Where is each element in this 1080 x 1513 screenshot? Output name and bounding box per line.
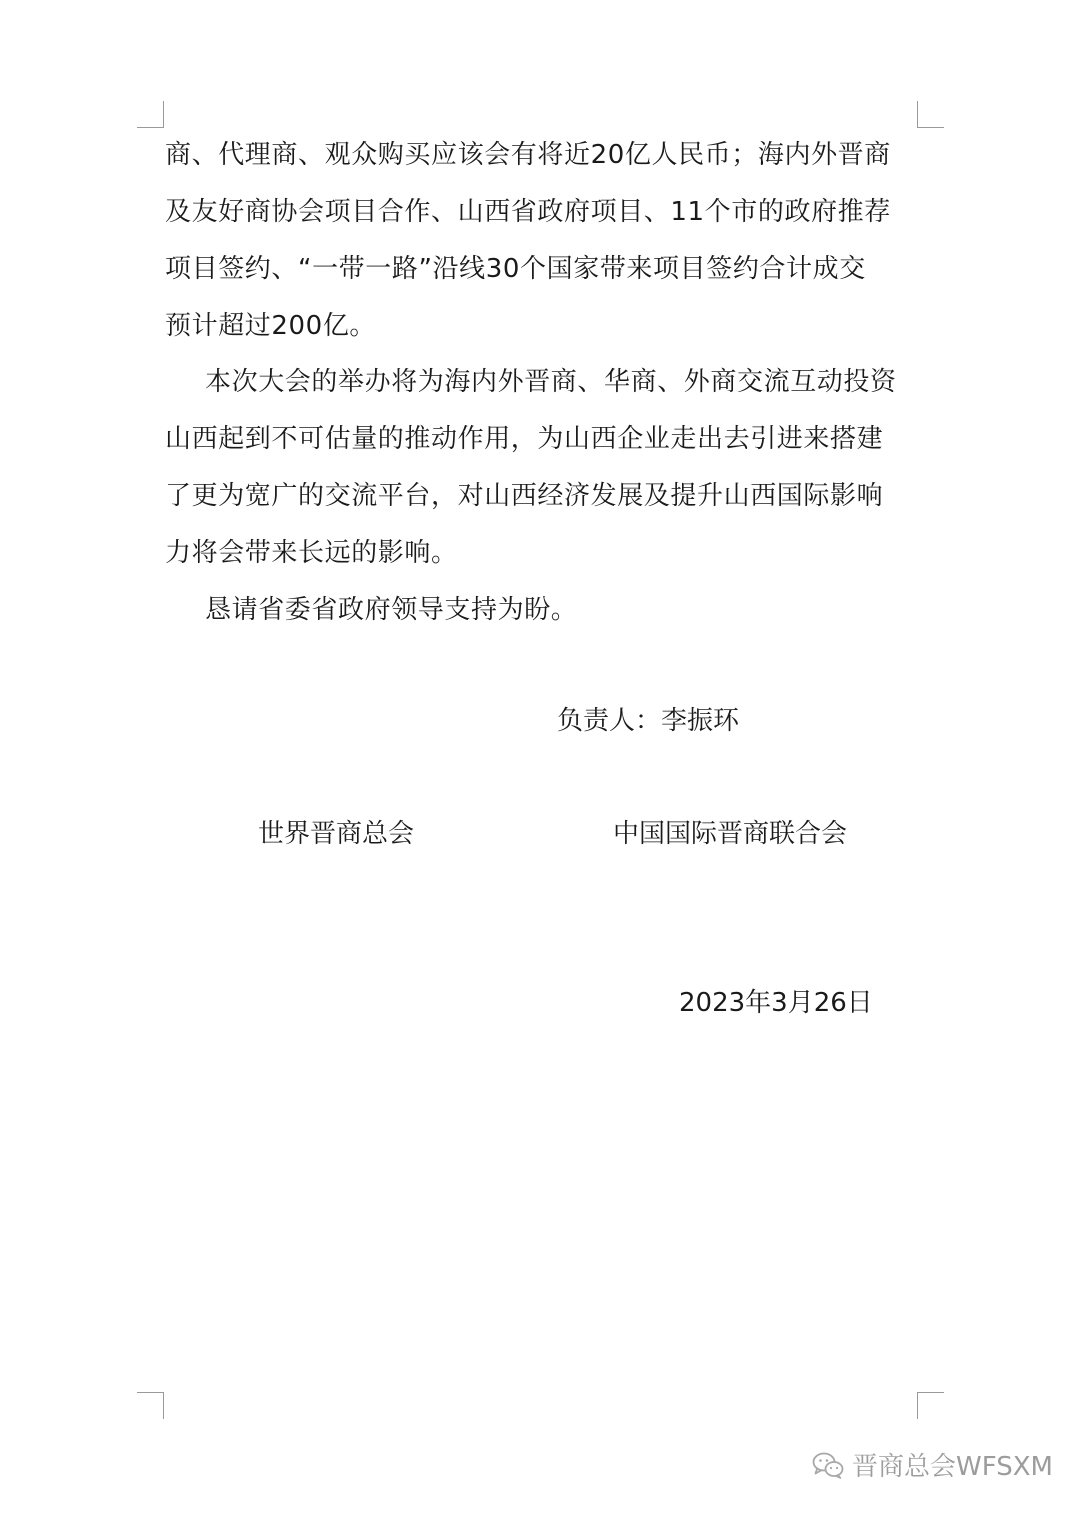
paragraph-line: 项目签约、“一带一路”沿线30个国家带来项目签约合计成交: [165, 254, 866, 284]
paragraph-line: 山西起到不可估量的推动作用，为山西企业走出去引进来搭建: [165, 424, 884, 454]
organization-name: 世界晋商总会: [258, 819, 415, 849]
paragraph-line: 力将会带来长远的影响。: [165, 538, 458, 568]
paragraph-line: 及友好商协会项目合作、山西省政府项目、11个市的政府推荐: [165, 197, 891, 227]
document-date: 2023年3月26日: [679, 988, 873, 1018]
paragraph-line: 恳请省委省政府领导支持为盼。: [205, 595, 578, 625]
watermark: [812, 1446, 1053, 1483]
wechat-icon: [812, 1451, 844, 1479]
organization-name: 中国国际晋商联合会: [613, 819, 848, 849]
paragraph-line: 了更为宽广的交流平台，对山西经济发展及提升山西国际影响: [165, 481, 884, 511]
page-corner-mark-bottom-right: [917, 1392, 944, 1419]
page-corner-mark-top-right: [917, 101, 944, 128]
paragraph-line: 本次大会的举办将为海内外晋商、华商、外商交流互动投资: [205, 367, 897, 397]
page-corner-mark-bottom-left: [137, 1392, 164, 1419]
paragraph-line: 商、代理商、观众购买应该会有将近20亿人民币；海内外晋商: [165, 140, 891, 170]
page-corner-mark-top-left: [137, 101, 164, 128]
paragraph-line: 预计超过200亿。: [165, 311, 377, 341]
watermark-text: 晋商总会WFSXM: [852, 1452, 1053, 1482]
responsible-person: 负责人：李振环: [557, 706, 740, 736]
